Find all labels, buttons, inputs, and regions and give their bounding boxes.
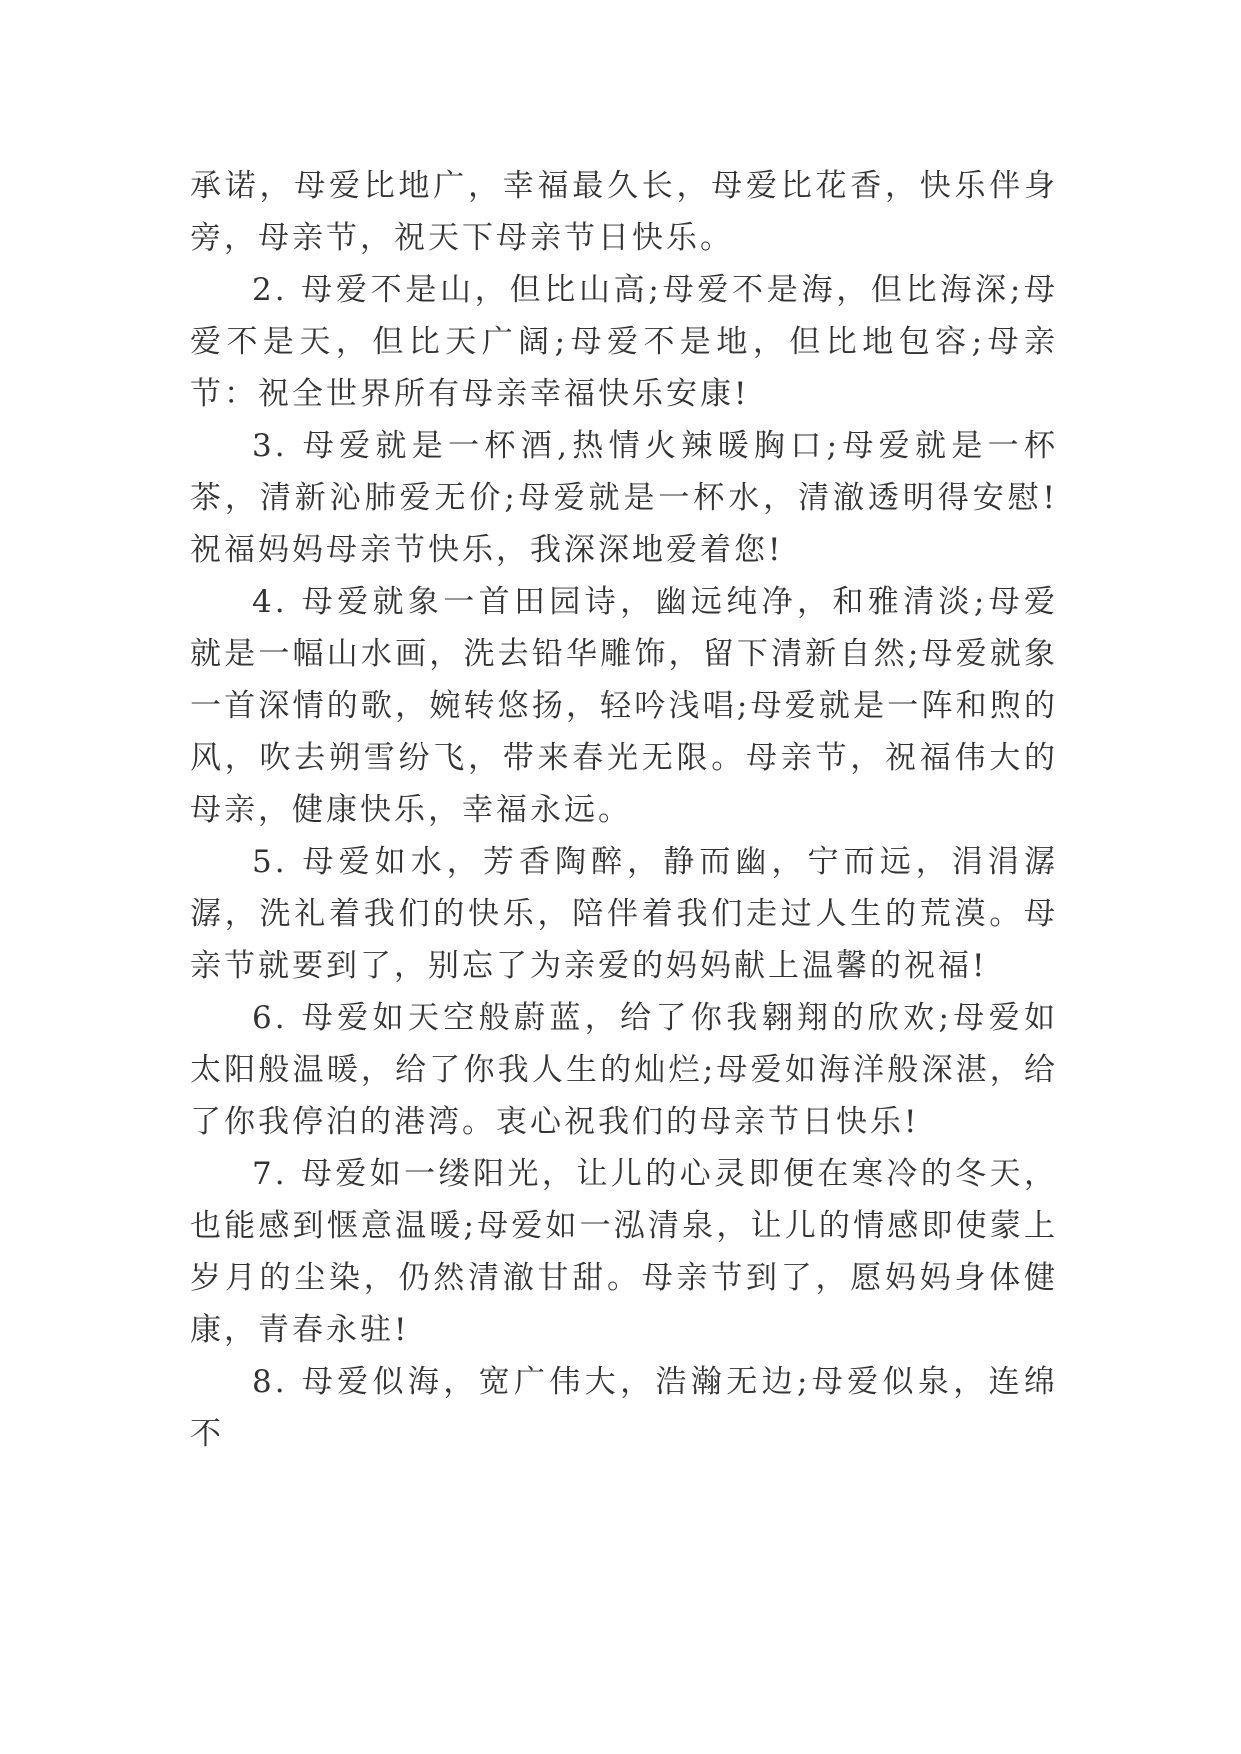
paragraph-7: 7. 母爱如一缕阳光，让儿的心灵即便在寒冷的冬天，也能感到惬意温暖;母爱如一泓清泉，让儿的情感即使蒙上岁月的尘染，仍然清澈甘甜。母亲节到了，愿妈妈身体健康，青春永驻! [190,1156,1058,1348]
paragraph-2: 2. 母爱不是山，但比山高;母爱不是海，但比海深;母爱不是天，但比天广阔;母爱不是地，但比地包容;母亲节：祝全世界所有母亲幸福快乐安康! [190,272,1058,412]
paragraph-8: 8. 母爱似海，宽广伟大，浩瀚无边;母爱似泉，连绵不 [190,1364,1058,1452]
paragraph-1: 承诺，母爱比地广，幸福最久长，母爱比花香，快乐伴身旁，母亲节，祝天下母亲节日快乐。 [190,168,1058,256]
document-body [190,160,1058,1460]
paragraph-3: 3. 母爱就是一杯酒,热情火辣暖胸口;母爱就是一杯茶，清新沁肺爱无价;母爱就是一杯水，清澈透明得安慰!祝福妈妈母亲节快乐，我深深地爱着您! [190,428,1058,568]
paragraph-5: 5. 母爱如水，芳香陶醉，静而幽，宁而远，涓涓潺潺，洗礼着我们的快乐，陪伴着我们走过人生的荒漠。母亲节就要到了，别忘了为亲爱的妈妈献上温馨的祝福! [190,844,1058,984]
paragraph-6: 6. 母爱如天空般蔚蓝，给了你我翱翔的欣欢;母爱如太阳般温暖，给了你我人生的灿烂;母爱如海洋般深湛，给了你我停泊的港湾。衷心祝我们的母亲节日快乐! [190,1000,1058,1140]
paragraph-4: 4. 母爱就象一首田园诗，幽远纯净，和雅清淡;母爱就是一幅山水画，洗去铅华雕饰，留下清新自然;母爱就象一首深情的歌，婉转悠扬，轻吟浅唱;母爱就是一阵和煦的风，吹去朔雪纷飞，带来春光无限。母亲节，祝福伟大的母亲，健康快乐，幸福永远。 [190,584,1058,828]
